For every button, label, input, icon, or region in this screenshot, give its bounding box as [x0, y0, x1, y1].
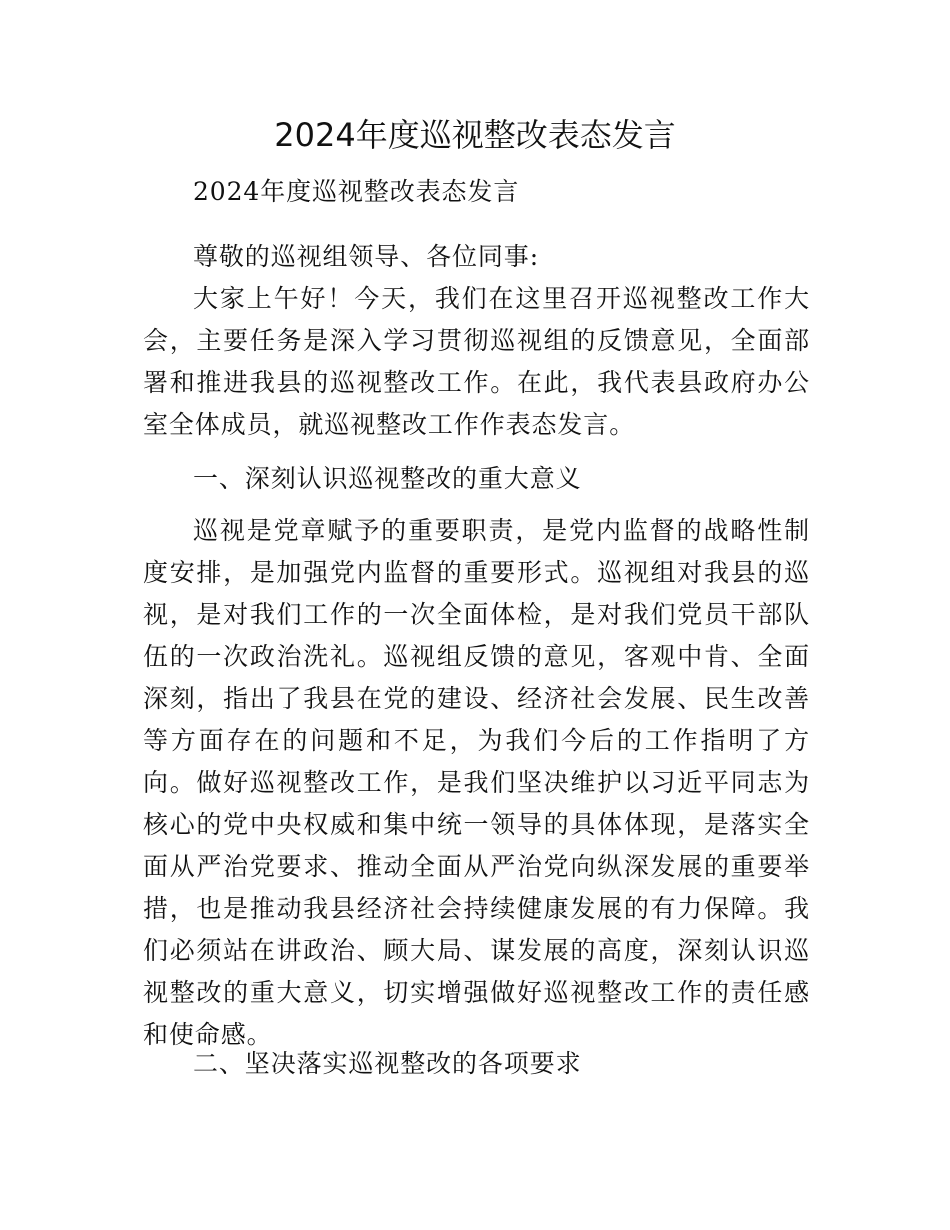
section-heading-1: 一、深刻认识巡视整改的重大意义 [193, 464, 582, 493]
document-subtitle: 2024年度巡视整改表态发言 [193, 177, 520, 206]
section-1-paragraph: 巡视是党章赋予的重要职责，是党内监督的战略性制度安排，是加强党内监督的重要形式。巡视组对我县的巡视，是对我们工作的一次全面体检，是对我们党员干部队伍的一次政治洗礼。巡视组反馈的意见，客观中肯、全面深刻，指出了我县在党的建设、经济社会发展、民生改善等方面存在的问题和不足，为我们今后的工作指明了方向。做好巡视整改工作，是我们坚决维护以习近平同志为核心的党中央权威和集中统一领导的具体体现，是落实全面从严治党要求、推动全面从严治党向纵深发展的重要举措，也是推动我县经济社会持续健康发展的有力保障。我们必须站在讲政治、顾大局、谋发展的高度，深刻认识巡视整改的重大意义，切实增强做好巡视整改工作的责任感和使命感。 [143, 516, 810, 1049]
salutation: 尊敬的巡视组领导、各位同事: [193, 242, 540, 271]
section-heading-2: 二、坚决落实巡视整改的各项要求 [193, 1049, 582, 1078]
opening-paragraph: 大家上午好！今天，我们在这里召开巡视整改工作大会，主要任务是深入学习贯彻巡视组的反馈意见，全面部署和推进我县的巡视整改工作。在此，我代表县政府办公室全体成员，就巡视整改工作作表态发言。 [143, 284, 810, 439]
document-title: 2024年度巡视整改表态发言 [274, 116, 676, 154]
